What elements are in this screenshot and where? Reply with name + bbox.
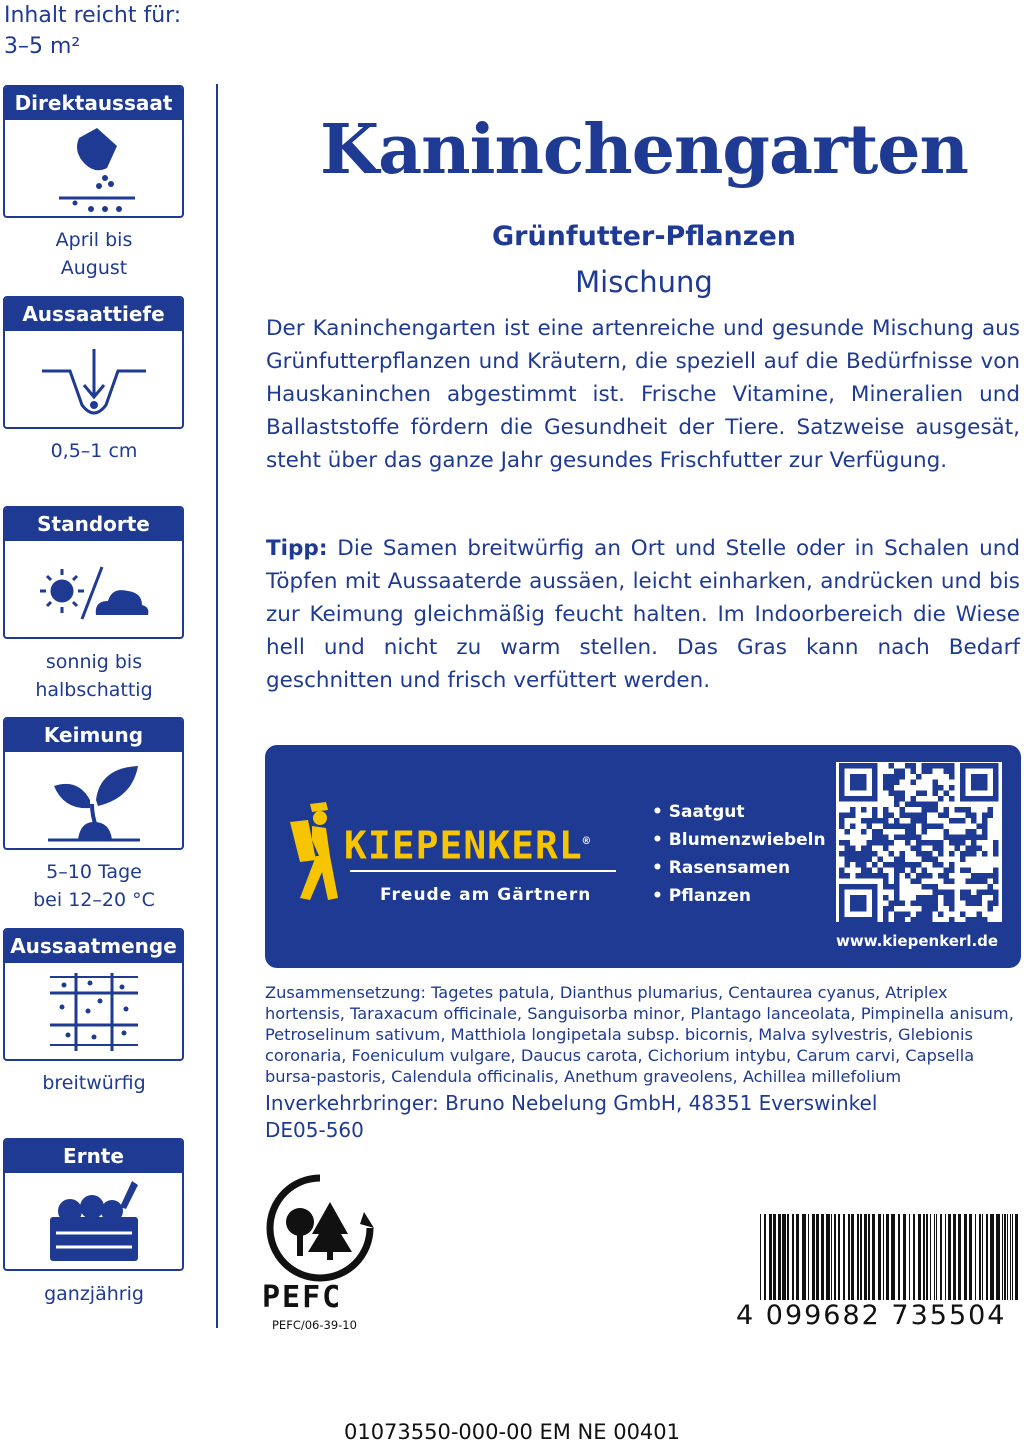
product-categories [652, 798, 826, 910]
location-caption-line: sonnig bis [45, 651, 143, 673]
harvest-crate-icon [34, 1177, 154, 1267]
germination-caption-line: bei 12–20 °C [33, 889, 155, 911]
harvest-caption [0, 1280, 188, 1308]
sowing-caption-line: April bis [55, 229, 133, 251]
coverage-info [4, 0, 181, 62]
depth-caption-line: 0,5–1 cm [50, 440, 138, 462]
sowing-header: Direktaussaat [5, 87, 182, 120]
depth-header: Aussaattiefe [5, 298, 182, 331]
quantity-header: Aussaatmenge [5, 930, 182, 963]
sowing-icon [39, 124, 149, 214]
category-item: • Saatgut [652, 798, 826, 826]
barcode-number: 4 099682 735504 [736, 1300, 1007, 1331]
website-link[interactable]: www.kiepenkerl.de [836, 932, 999, 950]
sun-cloud-icon [34, 545, 154, 635]
category-item: • Pflanzen [652, 882, 826, 910]
germination-caption [0, 858, 188, 914]
product-title: Kaninchengarten [320, 110, 968, 190]
brand-underline [350, 870, 616, 872]
sowing-caption-line: August [60, 257, 128, 279]
harvest-header: Ernte [5, 1140, 182, 1173]
location-header: Standorte [5, 508, 182, 541]
sowing-tip [266, 532, 1020, 697]
broadcast-grid-icon [34, 967, 154, 1057]
hiker-logo-icon [286, 800, 346, 904]
germination-caption-line: 5–10 Tage [46, 861, 142, 883]
print-code: 01073550-000-00 EM NE 00401 [343, 1420, 681, 1444]
category-item: • Rasensamen [652, 854, 826, 882]
quantity-caption-line: breitwürfig [42, 1072, 146, 1094]
pefc-logo-icon [264, 1172, 376, 1290]
germination-panel [3, 717, 184, 850]
column-divider [216, 84, 218, 1328]
sowing-caption [0, 226, 188, 282]
depth-icon [34, 335, 154, 425]
barcode-icon [758, 1214, 1020, 1306]
tip-text: Die Samen breitwürfig an Ort und Stelle oder in Schalen und Töpfen mit Aussaaterde aussäen, leicht einharken, andrücken und bis zur Keimung gleichmäßig feucht halten. Im Indoorbereich die Wiese hell und nicht zu warm stellen. Das Gras kann nach Bedarf geschnitten und frisch verfüttert werden. [266, 536, 1020, 693]
location-caption [0, 648, 188, 704]
brand-slogan: Freude am Gärtnern [380, 885, 592, 905]
pefc-label: PEFC [262, 1280, 343, 1315]
registered-mark: ® [582, 834, 592, 848]
quantity-caption [0, 1069, 188, 1097]
distributor-line: Inverkehrbringer: Bruno Nebelung GmbH, 48351 Everswinkel [265, 1091, 878, 1115]
qr-code-icon [836, 762, 1002, 922]
product-description: Der Kaninchengarten ist eine artenreiche und gesunde Mischung aus Grünfutterpflanzen und Kräutern, die speziell auf die Bedürfnisse von Hauskaninchen abgestimmt ist. Frische Vitamine, Mineralien und Ballaststoffe fördern die Gesundheit der Tiere. Satzweise ausgesät, steht über das ganze Jahr gesundes Frischfutter zur Verfügung. [266, 316, 1020, 473]
quantity-panel [3, 928, 184, 1061]
seedling-icon [34, 756, 154, 846]
distributor-info [265, 1090, 1024, 1144]
coverage-value: 3–5 m² [4, 34, 81, 59]
category-item: • Blumenzwiebeln [652, 826, 826, 854]
harvest-caption-line: ganzjährig [44, 1283, 144, 1305]
location-caption-line: halbschattig [35, 679, 153, 701]
distributor-code: DE05-560 [265, 1118, 364, 1142]
product-subtitle: Grünfutter-Pflanzen [491, 221, 797, 252]
depth-caption [0, 437, 188, 465]
product-variety: Mischung [575, 265, 713, 299]
qr-code[interactable] [836, 762, 1002, 922]
coverage-label: Inhalt reicht für: [4, 3, 182, 28]
germination-header: Keimung [5, 719, 182, 752]
composition-text: Zusammensetzung: Tagetes patula, Dianthus plumarius, Centaurea cyanus, Atriplex hortensis, Taraxacum officinale, Sanguisorba minor, Plantago lanceolata, Pimpinella anisum, Petroselinum sativum, Matthiola longipetala subsp. bicornis, Malva sylvestris, Glebionis coronaria, Foeniculum vulgare, Daucus carota, Cichorium intybu, Carum carvi, Capsella bursa-pastoris, Calendula officinalis, Anethum graveolens, Achillea millefolium [265, 983, 1014, 1086]
tip-label: Tipp: [266, 536, 328, 561]
depth-panel [3, 296, 184, 429]
sowing-panel [3, 85, 184, 218]
harvest-panel [3, 1138, 184, 1271]
location-panel [3, 506, 184, 639]
brand-name [344, 816, 591, 871]
pefc-code: PEFC/06-39-10 [272, 1318, 357, 1332]
brand-wordmark: KIEPENKERL [344, 823, 583, 868]
